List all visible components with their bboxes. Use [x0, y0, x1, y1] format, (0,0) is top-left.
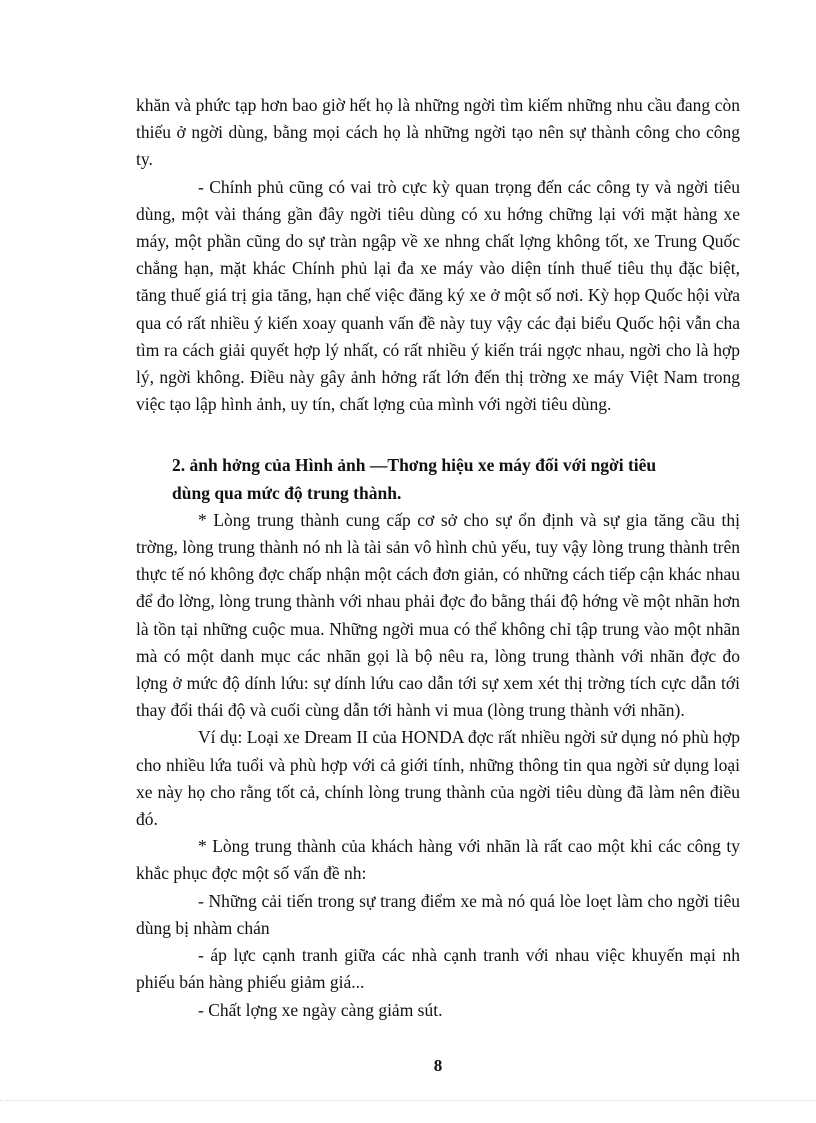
- paragraph-4: Ví dụ: Loại xe Dream II của HONDA đợc rất nhiều ngời sử dụng nó phù hợp cho nhiều lứa tuổi và phù hợp với cả giới tính, những thông tin qua ngời sử dụng loại xe này họ cho rằng tốt cả, chính lòng trung thành của ngời tiêu dùng đã làm nên điều đó.: [136, 727, 740, 830]
- paragraph-6: - Những cải tiến trong sự trang điểm xe mà nó quá lòe loẹt làm cho ngời tiêu dùng bị nhàm chán: [136, 890, 740, 938]
- paragraph-8: - Chất lợng xe ngày càng giảm sút.: [198, 999, 443, 1020]
- paragraph-7: - áp lực cạnh tranh giữa các nhà cạnh tranh với nhau việc khuyến mại nh phiếu bán hàng phiếu giảm giá...: [136, 945, 740, 993]
- document-body: [136, 92, 740, 1024]
- page-number: 8: [433, 1056, 443, 1075]
- footer-divider: [0, 1100, 816, 1101]
- paragraph-1: khăn và phức tạp hơn bao giờ hết họ là những ngời tìm kiếm những nhu cầu đang còn thiếu ở ngời dùng, bằng mọi cách họ là những ngời tạo nên sự thành công cho công ty.: [136, 95, 740, 170]
- section-heading-line-1: 2. ảnh hởng của Hình ảnh —Thơng hiệu xe máy đối với ngời tiêu: [172, 455, 657, 476]
- section-gap: [136, 418, 740, 452]
- section-heading-line-2: dùng qua mức độ trung thành.: [172, 482, 402, 503]
- section-heading: [136, 452, 740, 506]
- paragraph-3: * Lòng trung thành cung cấp cơ sở cho sự ổn định và sự gia tăng cầu thị trờng, lòng trung thành nó nh là tài sản vô hình chủ yếu, tuy vậy lòng trung thành trên thực tế nó không đợc chấp nhận một cách đơn giản, có những cách tiếp cận khác nhau để đo lờng, lòng trung thành với nhau phải đợc đo bằng thái độ hớng về một nhãn hơn là tồn tại những cuộc mua. Những ngời mua có thể không chỉ tập trung vào một nhãn mà có một danh mục các nhãn gọi là bộ nêu ra, lòng trung thành với nhãn đợc đo lợng ở mức độ dính lứu: sự dính lứu cao dẫn tới sự xem xét thị trờng tích cực dẫn tới thay đổi thái độ và cuối cùng dẫn tới hành vi mua (lòng trung thành với nhãn).: [136, 509, 740, 721]
- paragraph-5: * Lòng trung thành của khách hàng với nhãn là rất cao một khi các công ty khắc phục đợc một số vấn đề nh:: [136, 836, 740, 884]
- paragraph-2: - Chính phủ cũng có vai trò cực kỳ quan trọng đến các công ty và ngời tiêu dùng, một vài tháng gần đây ngời tiêu dùng có xu hớng chững lại với mặt hàng xe máy, một phần cũng do sự tràn ngập về xe nhng chất lợng không tốt, xe Trung Quốc chẳng hạn, mặt khác Chính phủ lại đa xe máy vào diện tính thuế tiêu thụ đặc biệt, tăng thuế giá trị gia tăng, hạn chế việc đăng ký xe ở một số nơi. Kỳ họp Quốc hội vừa qua có rất nhiều ý kiến xoay quanh vấn đề này tuy vậy các đại biểu Quốc hội vẫn cha tìm ra cách giải quyết hợp lý nhất, có rất nhiều ý kiến trái ngợc nhau, ngời cho là hợp lý, ngời không. Điều này gây ảnh hởng rất lớn đến thị trờng xe máy Việt Nam trong việc tạo lập hình ảnh, uy tín, chất lợng của mình với ngời tiêu dùng.: [136, 176, 740, 415]
